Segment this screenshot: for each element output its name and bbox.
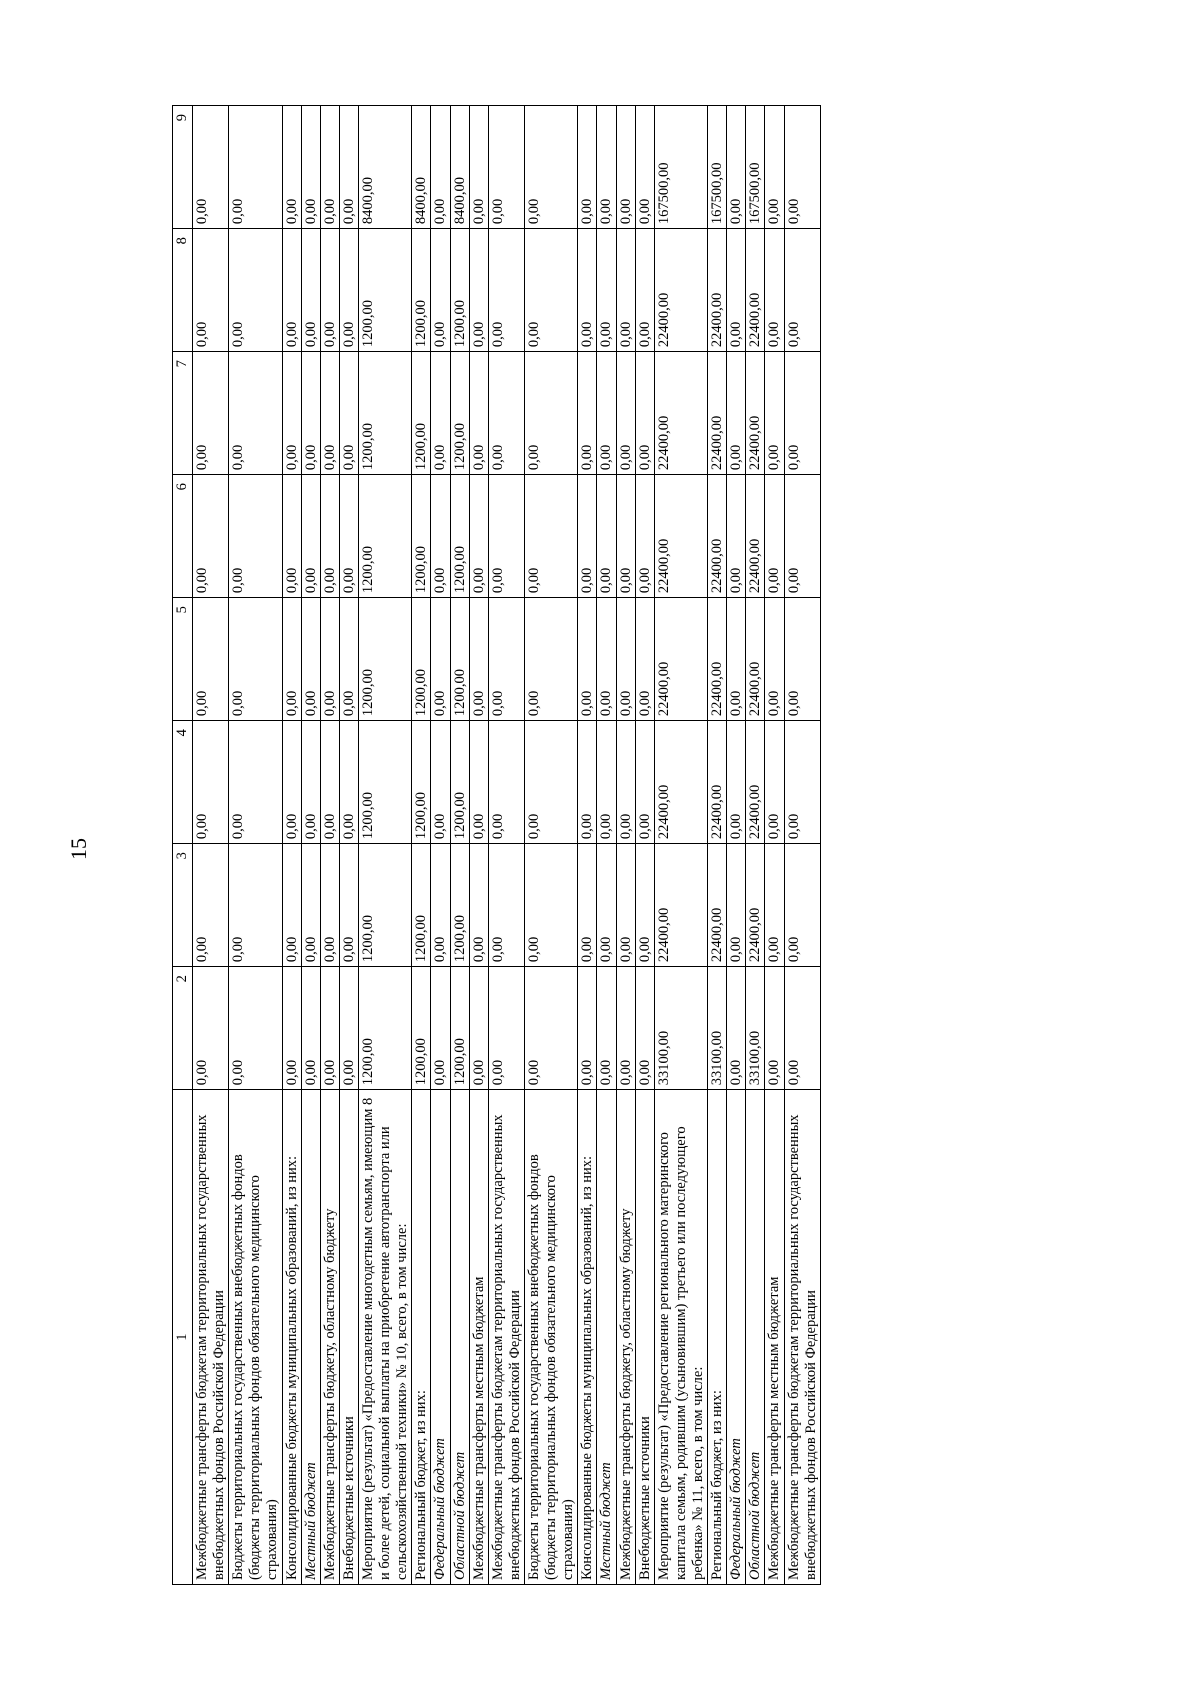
row-value: 0,00 [193, 229, 229, 352]
row-value: 167500,00 [654, 106, 707, 229]
row-value: 22400,00 [654, 229, 707, 352]
row-value: 0,00 [469, 967, 488, 1090]
row-value: 0,00 [282, 598, 301, 721]
row-value: 0,00 [229, 229, 282, 352]
row-value: 0,00 [578, 844, 597, 967]
column-number-7: 7 [173, 352, 193, 475]
row-value: 1200,00 [450, 352, 469, 475]
row-value: 0,00 [301, 721, 320, 844]
table-row [654, 106, 707, 1585]
row-value: 0,00 [301, 598, 320, 721]
row-value: 22400,00 [746, 229, 765, 352]
column-number-4: 4 [173, 721, 193, 844]
row-label: Внебюджетные источники [339, 1090, 358, 1585]
table-body [193, 106, 821, 1585]
row-value: 0,00 [282, 352, 301, 475]
row-value: 0,00 [524, 844, 577, 967]
row-value: 1200,00 [358, 844, 411, 967]
row-value: 0,00 [282, 721, 301, 844]
table-row [708, 106, 727, 1585]
table-row [229, 106, 282, 1585]
row-label: Федеральный бюджет [431, 1090, 450, 1585]
row-value: 0,00 [524, 967, 577, 1090]
row-value: 167500,00 [746, 106, 765, 229]
row-value: 0,00 [727, 106, 746, 229]
row-value: 0,00 [784, 721, 820, 844]
row-value: 0,00 [616, 844, 635, 967]
row-value: 1200,00 [450, 598, 469, 721]
row-value: 0,00 [469, 844, 488, 967]
row-value: 0,00 [616, 721, 635, 844]
row-value: 0,00 [524, 352, 577, 475]
row-label: Межбюджетные трансферты местным бюджетам [765, 1090, 784, 1585]
row-label: Консолидированные бюджеты муниципальных образований, из них: [282, 1090, 301, 1585]
table-row [635, 106, 654, 1585]
row-value: 0,00 [193, 352, 229, 475]
row-value: 0,00 [488, 967, 524, 1090]
column-number-1: 1 [173, 1090, 193, 1585]
row-value: 0,00 [597, 352, 616, 475]
row-value: 0,00 [727, 967, 746, 1090]
row-value: 0,00 [229, 721, 282, 844]
row-value: 0,00 [616, 475, 635, 598]
table-row [301, 106, 320, 1585]
row-label: Региональный бюджет, из них: [412, 1090, 431, 1585]
row-value: 0,00 [339, 721, 358, 844]
row-value: 8400,00 [358, 106, 411, 229]
row-value: 0,00 [524, 229, 577, 352]
row-value: 0,00 [469, 352, 488, 475]
row-value: 0,00 [431, 106, 450, 229]
row-label: Межбюджетные трансферты местным бюджетам [469, 1090, 488, 1585]
row-value: 0,00 [229, 106, 282, 229]
column-number-6: 6 [173, 475, 193, 598]
table-row [765, 106, 784, 1585]
row-value: 1200,00 [358, 967, 411, 1090]
row-value: 0,00 [597, 106, 616, 229]
row-label: Областной бюджет [450, 1090, 469, 1585]
row-value: 0,00 [339, 967, 358, 1090]
row-value: 0,00 [193, 721, 229, 844]
row-value: 0,00 [597, 475, 616, 598]
row-value: 0,00 [524, 721, 577, 844]
row-value: 0,00 [301, 229, 320, 352]
table-row [320, 106, 339, 1585]
row-value: 0,00 [597, 598, 616, 721]
table-row [193, 106, 229, 1585]
column-number-8: 8 [173, 229, 193, 352]
row-value: 0,00 [229, 352, 282, 475]
row-value: 0,00 [597, 967, 616, 1090]
row-value: 1200,00 [412, 844, 431, 967]
row-value: 0,00 [431, 598, 450, 721]
row-value: 0,00 [431, 967, 450, 1090]
table-row [469, 106, 488, 1585]
row-value: 1200,00 [412, 598, 431, 721]
column-number-row [173, 106, 193, 1585]
row-value: 1200,00 [358, 598, 411, 721]
row-value: 0,00 [578, 475, 597, 598]
row-value: 0,00 [727, 721, 746, 844]
row-value: 0,00 [320, 106, 339, 229]
row-value: 1200,00 [450, 721, 469, 844]
table-row [578, 106, 597, 1585]
row-value: 22400,00 [708, 352, 727, 475]
row-label: Местный бюджет [301, 1090, 320, 1585]
row-value: 0,00 [193, 598, 229, 721]
row-value: 0,00 [282, 229, 301, 352]
table-row [524, 106, 577, 1585]
row-value: 0,00 [727, 352, 746, 475]
column-number-9: 9 [173, 106, 193, 229]
row-value: 22400,00 [708, 721, 727, 844]
row-label: Местный бюджет [597, 1090, 616, 1585]
row-value: 0,00 [635, 721, 654, 844]
row-value: 0,00 [578, 106, 597, 229]
row-value: 0,00 [469, 721, 488, 844]
row-value: 22400,00 [746, 598, 765, 721]
row-value: 22400,00 [654, 352, 707, 475]
rotated-table-container [172, 105, 1052, 1585]
row-value: 0,00 [282, 475, 301, 598]
row-value: 0,00 [784, 475, 820, 598]
row-value: 22400,00 [708, 475, 727, 598]
row-value: 1200,00 [358, 229, 411, 352]
row-value: 0,00 [282, 844, 301, 967]
table-row [412, 106, 431, 1585]
table-row [616, 106, 635, 1585]
row-value: 0,00 [488, 844, 524, 967]
row-value: 0,00 [784, 844, 820, 967]
row-value: 0,00 [616, 352, 635, 475]
column-number-3: 3 [173, 844, 193, 967]
row-value: 0,00 [765, 721, 784, 844]
row-value: 0,00 [524, 106, 577, 229]
row-value: 1200,00 [412, 721, 431, 844]
row-value: 0,00 [635, 598, 654, 721]
row-value: 0,00 [727, 475, 746, 598]
row-value: 0,00 [339, 598, 358, 721]
row-value: 0,00 [578, 598, 597, 721]
table-row [597, 106, 616, 1585]
row-value: 1200,00 [450, 967, 469, 1090]
row-value: 0,00 [765, 229, 784, 352]
row-value: 1200,00 [412, 352, 431, 475]
row-value: 0,00 [597, 844, 616, 967]
row-value: 0,00 [597, 229, 616, 352]
row-value: 22400,00 [746, 475, 765, 598]
row-value: 22400,00 [708, 844, 727, 967]
row-label: Межбюджетные трансферты бюджету, областному бюджету [320, 1090, 339, 1585]
row-value: 33100,00 [746, 967, 765, 1090]
row-value: 0,00 [301, 106, 320, 229]
row-value: 0,00 [635, 967, 654, 1090]
row-value: 22400,00 [654, 844, 707, 967]
column-number-2: 2 [173, 967, 193, 1090]
row-value: 0,00 [469, 229, 488, 352]
row-label: Мероприятие (результат) «Предоставление регионального материнского капитала семьям, родившим (усыновившим) третьего или последующего ребенка» № 11, всего, в том числе: [654, 1090, 707, 1585]
row-value: 0,00 [320, 598, 339, 721]
row-value: 22400,00 [746, 352, 765, 475]
row-label: Мероприятие (результат) «Предоставление многодетным семьям, имеющим 8 и более детей, социальной выплаты на приобретение автотранспорта или сельскохозяйственной техники» № 10, всего, в том числе: [358, 1090, 411, 1585]
row-value: 0,00 [301, 844, 320, 967]
row-value: 1200,00 [358, 475, 411, 598]
row-value: 167500,00 [708, 106, 727, 229]
row-value: 22400,00 [654, 721, 707, 844]
row-value: 0,00 [727, 598, 746, 721]
row-value: 0,00 [616, 598, 635, 721]
page-number: 15 [66, 838, 91, 860]
row-value: 0,00 [301, 967, 320, 1090]
row-value: 1200,00 [412, 967, 431, 1090]
row-value: 0,00 [193, 106, 229, 229]
row-value: 22400,00 [654, 475, 707, 598]
row-label: Межбюджетные трансферты бюджету, областному бюджету [616, 1090, 635, 1585]
row-value: 0,00 [431, 844, 450, 967]
row-value: 0,00 [727, 844, 746, 967]
row-value: 0,00 [784, 106, 820, 229]
row-value: 0,00 [229, 967, 282, 1090]
row-value: 0,00 [431, 229, 450, 352]
row-value: 22400,00 [708, 229, 727, 352]
row-value: 0,00 [229, 598, 282, 721]
row-value: 0,00 [616, 106, 635, 229]
row-value: 0,00 [320, 721, 339, 844]
row-value: 33100,00 [654, 967, 707, 1090]
row-label: Бюджеты территориальных государственных внебюджетных фондов (бюджеты территориальных фондов обязательного медицинского страхования) [229, 1090, 282, 1585]
row-value: 0,00 [431, 352, 450, 475]
row-value: 0,00 [784, 967, 820, 1090]
column-number-5: 5 [173, 598, 193, 721]
row-value: 0,00 [727, 229, 746, 352]
row-value: 0,00 [635, 844, 654, 967]
row-value: 1200,00 [358, 721, 411, 844]
row-value: 8400,00 [450, 106, 469, 229]
row-value: 0,00 [320, 352, 339, 475]
table-row [431, 106, 450, 1585]
row-value: 0,00 [193, 844, 229, 967]
row-value: 0,00 [469, 106, 488, 229]
row-label: Бюджеты территориальных государственных внебюджетных фондов (бюджеты территориальных фондов обязательного медицинского страхования) [524, 1090, 577, 1585]
table-row [339, 106, 358, 1585]
row-label: Межбюджетные трансферты бюджетам территориальных государственных внебюджетных фондов Российской Федерации [193, 1090, 229, 1585]
row-value: 0,00 [784, 229, 820, 352]
table-row [727, 106, 746, 1585]
row-value: 0,00 [488, 721, 524, 844]
row-value: 1200,00 [450, 475, 469, 598]
row-label: Межбюджетные трансферты бюджетам территориальных государственных внебюджетных фондов Российской Федерации [784, 1090, 820, 1585]
row-value: 0,00 [320, 967, 339, 1090]
row-label: Межбюджетные трансферты бюджетам территориальных государственных внебюджетных фондов Российской Федерации [488, 1090, 524, 1585]
row-value: 0,00 [578, 352, 597, 475]
row-label: Внебюджетные источники [635, 1090, 654, 1585]
row-value: 1200,00 [358, 352, 411, 475]
row-value: 0,00 [784, 598, 820, 721]
row-value: 0,00 [193, 475, 229, 598]
table-row [282, 106, 301, 1585]
row-value: 0,00 [301, 475, 320, 598]
row-value: 0,00 [469, 598, 488, 721]
row-value: 0,00 [635, 352, 654, 475]
row-value: 0,00 [320, 844, 339, 967]
row-value: 0,00 [431, 475, 450, 598]
row-value: 0,00 [635, 106, 654, 229]
row-value: 0,00 [282, 967, 301, 1090]
row-value: 0,00 [488, 229, 524, 352]
row-value: 22400,00 [654, 598, 707, 721]
row-value: 0,00 [301, 352, 320, 475]
row-value: 0,00 [488, 475, 524, 598]
row-value: 0,00 [765, 967, 784, 1090]
row-value: 0,00 [229, 844, 282, 967]
row-value: 1200,00 [450, 229, 469, 352]
row-label: Федеральный бюджет [727, 1090, 746, 1585]
row-value: 0,00 [597, 721, 616, 844]
row-value: 0,00 [524, 598, 577, 721]
row-value: 0,00 [578, 229, 597, 352]
row-label: Областной бюджет [746, 1090, 765, 1585]
table-row [488, 106, 524, 1585]
row-value: 0,00 [616, 229, 635, 352]
table-row [358, 106, 411, 1585]
row-value: 0,00 [784, 352, 820, 475]
row-value: 0,00 [339, 352, 358, 475]
row-value: 22400,00 [708, 598, 727, 721]
row-value: 0,00 [488, 352, 524, 475]
row-value: 0,00 [320, 475, 339, 598]
row-value: 0,00 [616, 967, 635, 1090]
row-value: 8400,00 [412, 106, 431, 229]
row-label: Региональный бюджет, из них: [708, 1090, 727, 1585]
row-label: Консолидированные бюджеты муниципальных образований, из них: [578, 1090, 597, 1585]
row-value: 0,00 [282, 106, 301, 229]
row-value: 0,00 [320, 229, 339, 352]
row-value: 1200,00 [450, 844, 469, 967]
row-value: 0,00 [635, 229, 654, 352]
row-value: 0,00 [765, 475, 784, 598]
row-value: 1200,00 [412, 475, 431, 598]
row-value: 0,00 [765, 106, 784, 229]
row-value: 0,00 [193, 967, 229, 1090]
row-value: 0,00 [765, 844, 784, 967]
row-value: 0,00 [578, 967, 597, 1090]
budget-table [172, 105, 821, 1585]
row-value: 0,00 [578, 721, 597, 844]
row-value: 1200,00 [412, 229, 431, 352]
row-value: 22400,00 [746, 721, 765, 844]
table-row [784, 106, 820, 1585]
row-value: 0,00 [339, 844, 358, 967]
row-value: 0,00 [339, 475, 358, 598]
row-value: 0,00 [488, 598, 524, 721]
row-value: 22400,00 [746, 844, 765, 967]
row-value: 0,00 [524, 475, 577, 598]
row-value: 0,00 [339, 229, 358, 352]
table-row [746, 106, 765, 1585]
row-value: 0,00 [431, 721, 450, 844]
row-value: 0,00 [229, 475, 282, 598]
row-value: 0,00 [635, 475, 654, 598]
row-value: 0,00 [339, 106, 358, 229]
row-value: 0,00 [765, 598, 784, 721]
row-value: 33100,00 [708, 967, 727, 1090]
row-value: 0,00 [469, 475, 488, 598]
table-row [450, 106, 469, 1585]
row-value: 0,00 [488, 106, 524, 229]
row-value: 0,00 [765, 352, 784, 475]
